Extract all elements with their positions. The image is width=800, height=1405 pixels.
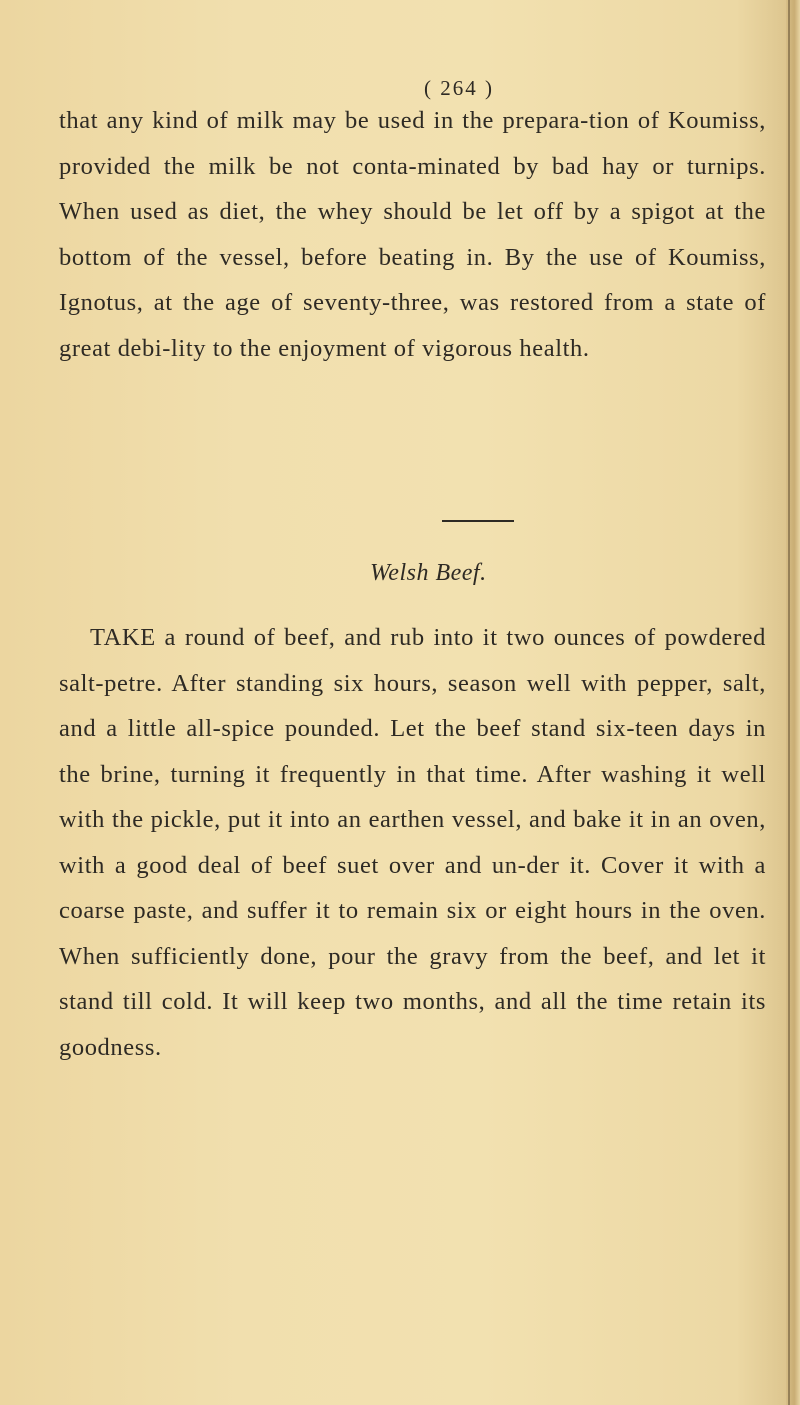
- section-divider: [442, 520, 514, 522]
- section-title: Welsh Beef.: [370, 560, 487, 586]
- paragraph-koumiss-continued: that any kind of milk may be used in the prepara-tion of Koumiss, provided the milk be not conta-minated by bad hay or turnips. When used as diet, the whey should be let off by a spigot at the bottom of the vessel, before beating in. By the use of Koumiss, Ignotus, at the age of seventy-three, was restored from a state of great debi-lity to the enjoyment of vigorous health.: [59, 107, 766, 362]
- paragraph-welsh-beef: TAKE a round of beef, and rub into it two ounces of powdered salt-petre. After standing six hours, season well with pepper, salt, and a little all-spice pounded. Let the beef stand six-teen days in the brine, turning it frequently in that time. After washing it well with the pickle, put it into an earthen vessel, and bake it in an oven, with a good deal of beef suet over and un-der it. Cover it with a coarse paste, and suffer it to remain six or eight hours in the oven. When sufficiently done, pour the gravy from the beef, and let it stand till cold. It will keep two months, and all the time retain its goodness.: [59, 624, 766, 1061]
- page-number: ( 264 ): [424, 76, 494, 100]
- page-edge-line: [788, 0, 790, 1405]
